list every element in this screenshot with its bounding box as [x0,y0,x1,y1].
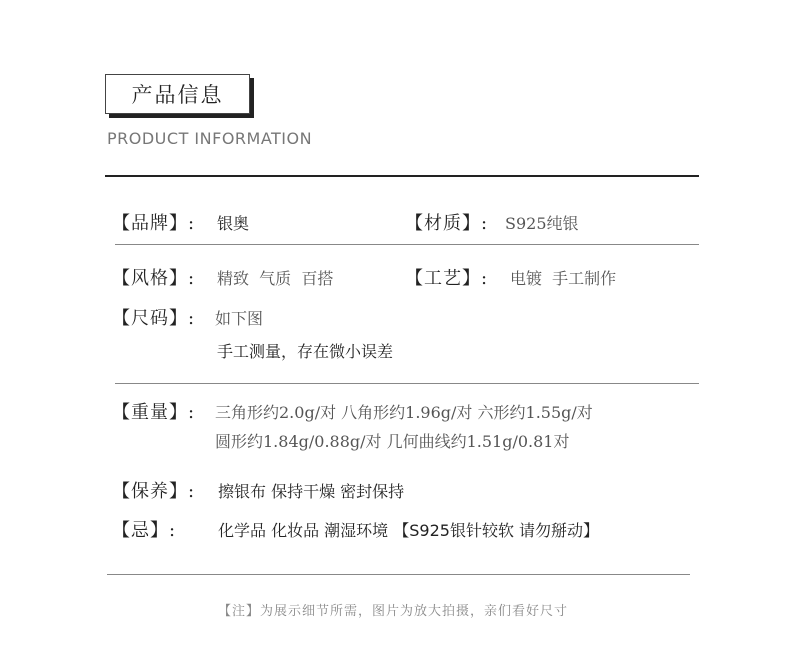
section-title-text: 产品信息 [131,83,224,107]
material-label: 【材质】: [405,213,489,234]
weight-line-1: 三角形约2.0g/对 八角形约1.96g/对 六形约1.55g/对 [215,403,593,422]
weight-line-2: 圆形约1.84g/0.88g/对 几何曲线约1.51g/0.81对 [215,432,570,451]
divider-1 [115,244,699,245]
care-label: 【保养】: [112,481,196,502]
craft-label: 【工艺】: [405,268,489,289]
care-value: 擦银布 保持干燥 密封保持 [218,482,405,501]
size-label: 【尺码】: [112,308,196,329]
header-divider [105,175,699,177]
craft-value: 电镀 手工制作 [510,269,617,288]
divider-2 [115,383,699,384]
material-value: S925纯银 [505,214,579,233]
size-note: 手工测量，存在微小误差 [217,342,394,361]
footer-note: 【注】为展示细节所需，图片为放大拍摄，亲们看好尺寸 [218,604,569,619]
brand-label: 【品牌】: [112,213,196,234]
avoid-label: 【忌】: [112,520,177,541]
style-label: 【风格】: [112,268,196,289]
divider-3 [107,574,690,575]
brand-value: 银奥 [217,214,250,233]
size-value: 如下图 [215,309,264,328]
section-title [105,74,250,114]
weight-label: 【重量】: [112,402,196,423]
avoid-value: 化学品 化妆品 潮湿环境 【S925银针较软 请勿掰动】 [218,521,600,540]
style-value: 精致 气质 百搭 [217,269,334,288]
section-subtitle: PRODUCT INFORMATION [107,129,313,148]
